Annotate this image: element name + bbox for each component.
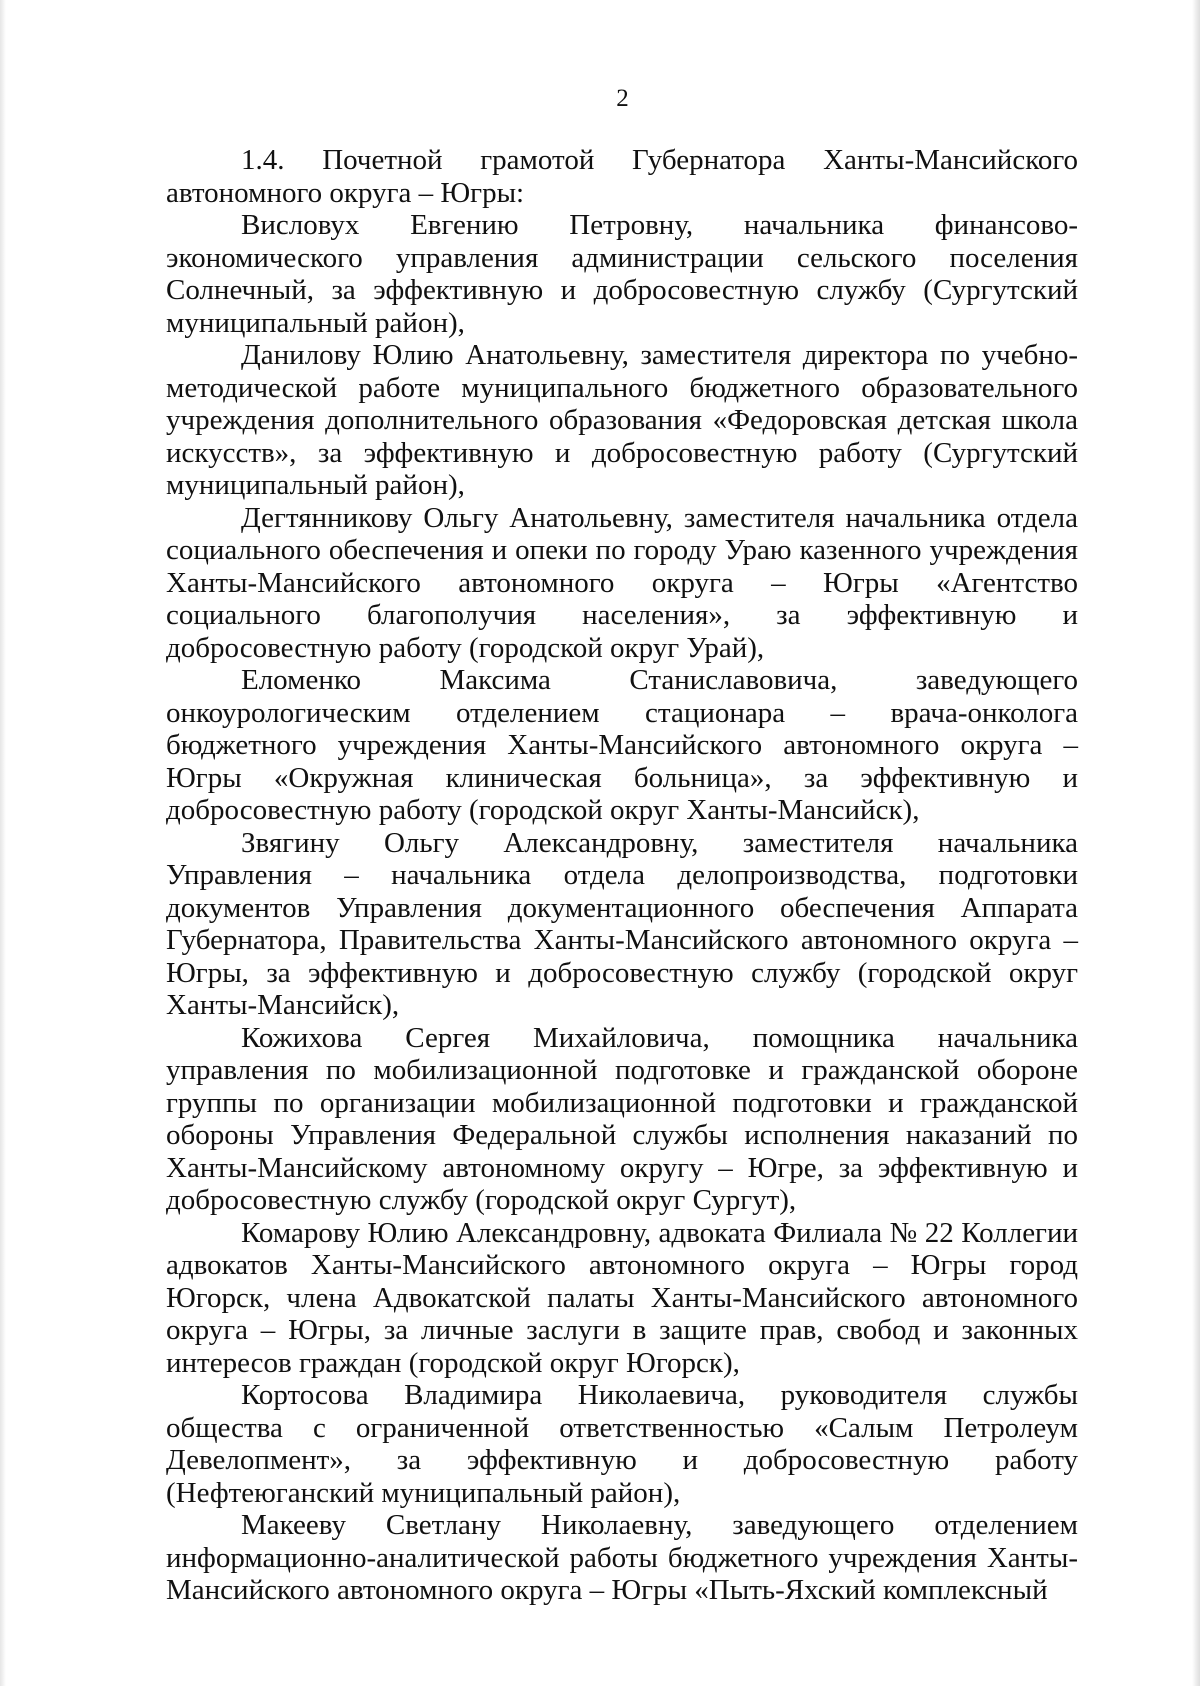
paragraph-komarova: Комарову Юлию Александровну, адвоката Филиала № 22 Коллегии адвокатов Ханты-Мансийского автономного округа – Югры город Югорск, члена Адвокатской палаты Ханты-Мансийского автономного округа – Югры, за личные заслуги в защите прав, свобод и законных интересов граждан (городской округ Югорск), bbox=[166, 1216, 1078, 1379]
paragraph-vislovukh: Висловух Евгению Петровну, начальника финансово-экономического управления администрации сельского поселения Солнечный, за эффективную и добросовестную службу (Сургутский муниципальный район), bbox=[166, 209, 1078, 339]
paragraph-award-heading: 1.4. Почетной грамотой Губернатора Ханты-Мансийского автономного округа – Югры: bbox=[166, 144, 1078, 209]
paragraph-danilova: Данилову Юлию Анатольевну, заместителя директора по учебно-методической работе муниципального бюджетного образовательного учреждения дополнительного образования «Федоровская детская школа искусств», за эффективную и добросовестную работу (Сургутский муниципальный район), bbox=[166, 339, 1078, 501]
paragraph-kozhikhov: Кожихова Сергея Михайловича, помощника начальника управления по мобилизационной подготовке и гражданской обороне группы по организации мобилизационной подготовки и гражданской обороны Управления Федеральной службы исполнения наказаний по Ханты-Мансийскому автономному округу – Югре, за эффективную и добросовестную службу (городской округ Сургут), bbox=[166, 1021, 1078, 1216]
paragraph-makeeva: Макееву Светлану Николаевну, заведующего отделением информационно-аналитической работы бюджетного учреждения Ханты-Мансийского автономного округа – Югры «Пыть-Яхский комплексный bbox=[166, 1509, 1078, 1606]
paragraph-elomenko: Еломенко Максима Станиславовича, заведующего онкоурологическим отделением стационара – врача-онколога бюджетного учреждения Ханты-Мансийского автономного округа – Югры «Окружная клиническая больница», за эффективную и добросовестную работу (городской округ Ханты-Мансийск), bbox=[166, 664, 1078, 826]
page-number: 2 bbox=[616, 85, 629, 112]
scan-edge-left bbox=[0, 0, 6, 1686]
paragraph-zvyagina: Звягину Ольгу Александровну, заместителя начальника Управления – начальника отдела делопроизводства, подготовки документов Управления документационного обеспечения Аппарата Губернатора, Правительства Ханты-Мансийского автономного округа – Югры, за эффективную и добросовестную службу (городской округ Ханты-Мансийск), bbox=[166, 826, 1078, 1021]
paragraph-degtyannikova: Дегтянникову Ольгу Анатольевну, заместителя начальника отдела социального обеспечения и опеки по городу Ураю казенного учреждения Ханты-Мансийского автономного округа – Югры «Агентство социального благополучия населения», за эффективную и добросовестную работу (городской округ Урай), bbox=[166, 501, 1078, 664]
document-body bbox=[166, 144, 1078, 1607]
paragraph-kortosov: Кортосова Владимира Николаевича, руководителя службы общества с ограниченной ответственностью «Салым Петролеум Девелопмент», за эффективную и добросовестную работу (Нефтеюганский муниципальный район), bbox=[166, 1379, 1078, 1509]
scan-edge-right bbox=[1192, 0, 1200, 1686]
